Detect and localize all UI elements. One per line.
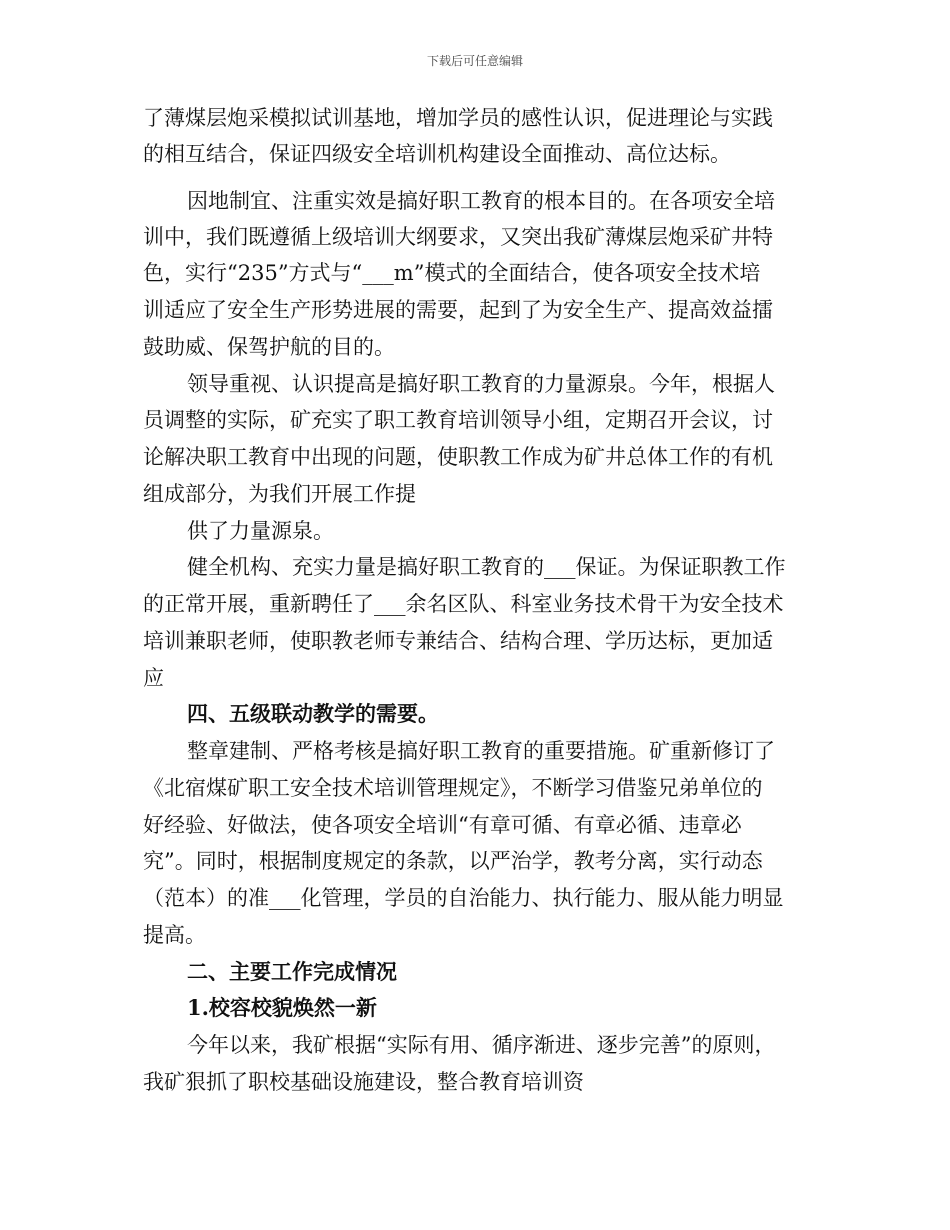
text-line: 《北宿煤矿职工安全技术培训管理规定》，不断学习借鉴兄弟单位的 bbox=[143, 776, 763, 800]
text-line: 色，实行“235”方式与“___m”模式的全面结合，使各项安全技术培 bbox=[143, 261, 761, 285]
text-line: 今年以来，我矿根据“实际有用、循序渐进、逐步完善”的原则， bbox=[187, 1033, 776, 1057]
text-line: 好经验、好做法，使各项安全培训“有章可循、有章必循、违章必 bbox=[143, 813, 742, 837]
text-line: 培训兼职老师，使职教老师专兼结合、结构合理、学历达标，更加适 bbox=[143, 629, 773, 653]
subsection-heading: 1.校容校貌焕然一新 bbox=[187, 995, 377, 1020]
text-line: 训中，我们既遵循上级培训大纲要求，又突出我矿薄煤层炮采矿井特 bbox=[143, 225, 773, 249]
text-line: 员调整的实际，矿充实了职工教育培训领导小组，定期召开会议，讨 bbox=[143, 408, 773, 432]
text-line: 的正常开展，重新聘任了___余名区队、科室业务技术骨干为安全技术 bbox=[143, 592, 784, 616]
section-heading: 二、主要工作完成情况 bbox=[187, 959, 397, 984]
text-line: 鼓助威、保驾护航的目的。 bbox=[143, 335, 395, 359]
text-line: 组成部分，为我们开展工作提 bbox=[143, 482, 416, 506]
text-line: 究”。同时，根据制度规定的条款，以严治学，教考分离，实行动态 bbox=[143, 849, 763, 873]
text-line: 应 bbox=[143, 666, 164, 690]
text-line: 供了力量源泉。 bbox=[187, 519, 334, 543]
text-line: 整章建制、严格考核是搞好职工教育的重要措施。矿重新修订了 bbox=[187, 739, 775, 763]
text-line: 健全机构、充实力量是搞好职工教育的___保证。为保证职教工作 bbox=[187, 555, 786, 579]
text-line: 我矿狠抓了职校基础设施建设，整合教育培训资 bbox=[143, 1070, 584, 1094]
page-header: 下载后可任意编辑 bbox=[426, 54, 523, 68]
text-line: 了薄煤层炮采模拟试训基地，增加学员的感性认识，促进理论与实践 bbox=[143, 106, 773, 130]
text-line: 的相互结合，保证四级安全培训机构建设全面推动、高位达标。 bbox=[143, 142, 731, 166]
text-line: 提高。 bbox=[143, 923, 206, 947]
text-line: （范本）的准___化管理，学员的自治能力、执行能力、服从能力明显 bbox=[143, 886, 784, 910]
section-heading: 四、五级联动教学的需要。 bbox=[187, 701, 439, 726]
text-line: 论解决职工教育中出现的问题，使职教工作成为矿井总体工作的有机 bbox=[143, 445, 773, 469]
text-line: 因地制宜、注重实效是搞好职工教育的根本目的。在各项安全培 bbox=[187, 189, 775, 213]
text-line: 领导重视、认识提高是搞好职工教育的力量源泉。今年，根据人 bbox=[187, 372, 775, 396]
text-line: 训适应了安全生产形势进展的需要，起到了为安全生产、提高效益擂 bbox=[143, 298, 773, 322]
